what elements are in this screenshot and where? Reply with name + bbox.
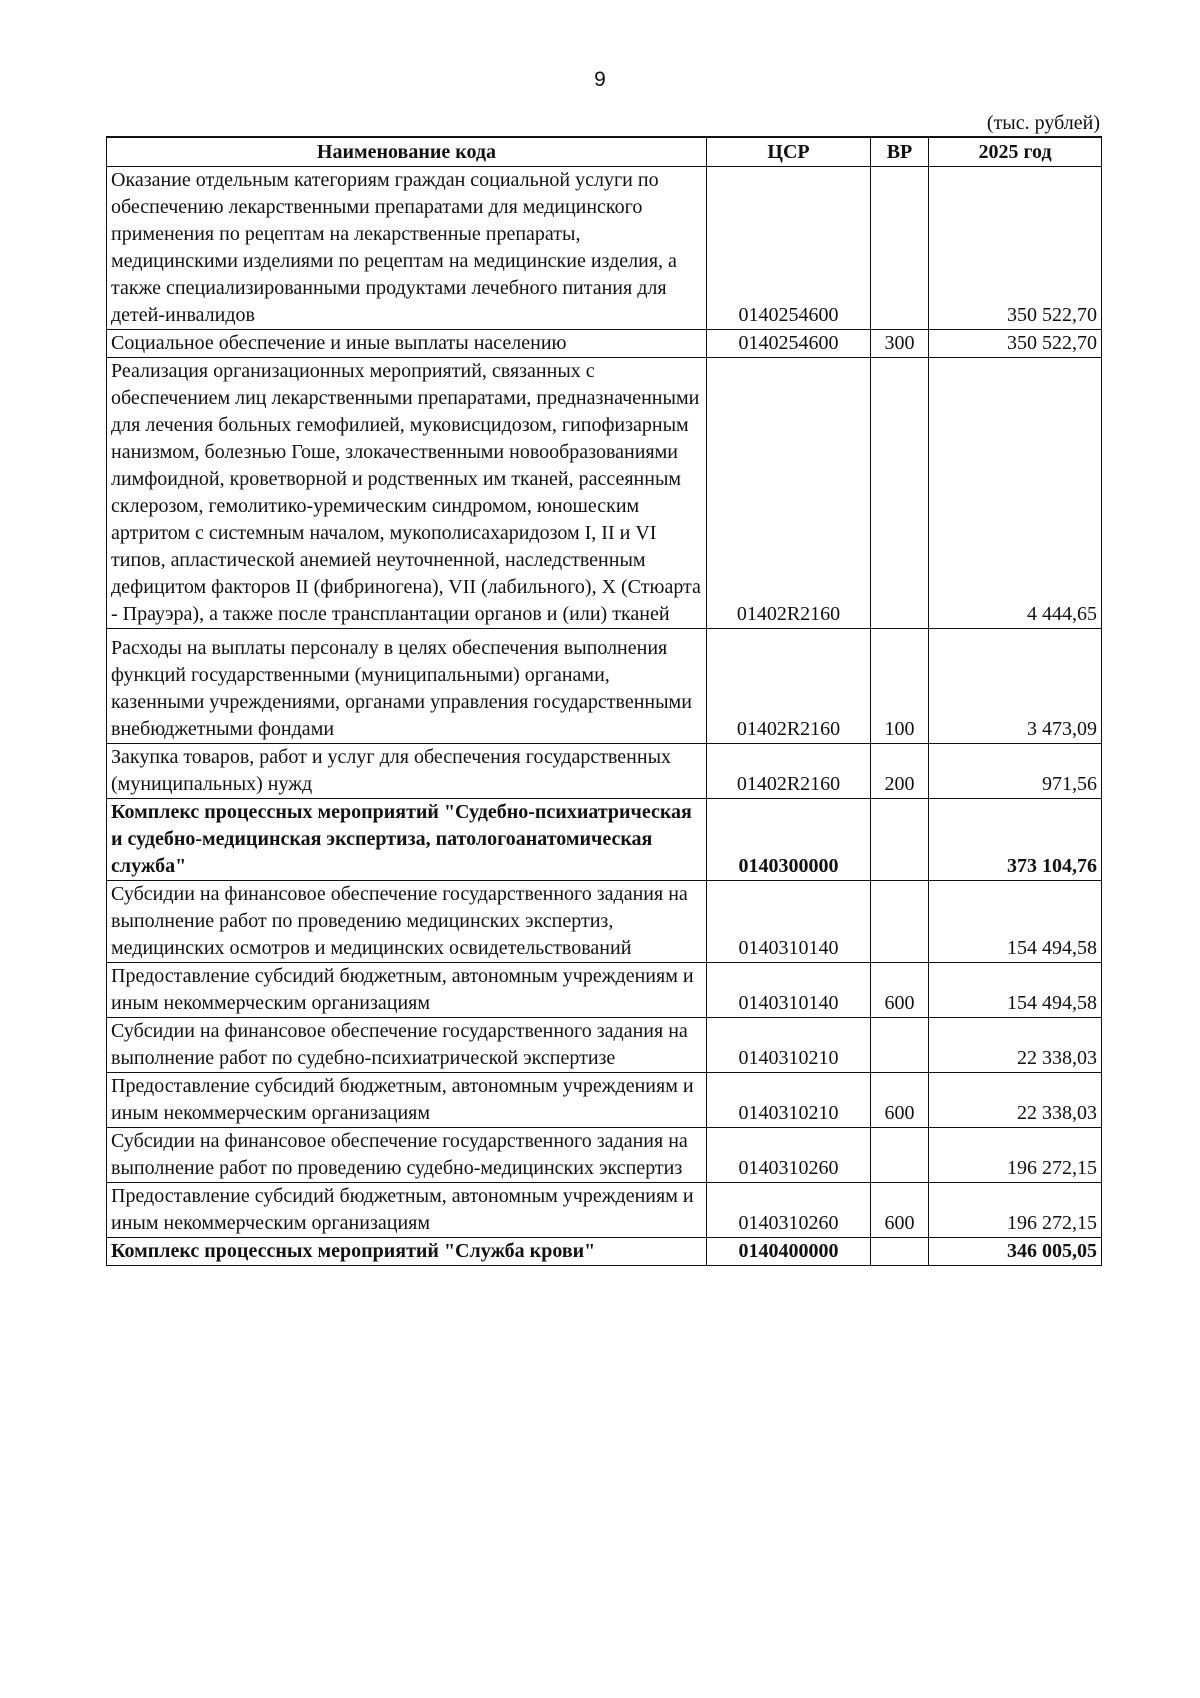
row-name: Предоставление субсидий бюджетным, автономным учреждениям и иным некоммерческим организациям (107, 963, 707, 1018)
row-name: Комплекс процессных мероприятий "Служба крови" (107, 1238, 707, 1266)
table-row (107, 1128, 1102, 1183)
row-vr: 300 (871, 330, 929, 358)
row-amount: 154 494,58 (929, 963, 1102, 1018)
row-name: Предоставление субсидий бюджетным, автономным учреждениям и иным некоммерческим организациям (107, 1073, 707, 1128)
row-amount: 3 473,09 (929, 629, 1102, 744)
row-vr: 600 (871, 1073, 929, 1128)
row-vr (871, 1128, 929, 1183)
header-name: Наименование кода (107, 137, 707, 167)
row-vr: 100 (871, 629, 929, 744)
row-amount: 196 272,15 (929, 1183, 1102, 1238)
row-csr: 0140400000 (707, 1238, 871, 1266)
table-row (107, 1183, 1102, 1238)
row-amount: 350 522,70 (929, 167, 1102, 330)
row-csr: 0140300000 (707, 799, 871, 881)
row-vr: 600 (871, 1183, 929, 1238)
row-amount: 971,56 (929, 744, 1102, 799)
row-name: Субсидии на финансовое обеспечение государственного задания на выполнение работ по проведению судебно-медицинских экспертиз (107, 1128, 707, 1183)
row-name: Комплекс процессных мероприятий "Судебно-психиатрическая и судебно-медицинская экспертиза, патологоанатомическая служба" (107, 799, 707, 881)
table-row (107, 167, 1102, 330)
row-vr (871, 881, 929, 963)
row-amount: 22 338,03 (929, 1073, 1102, 1128)
row-csr: 01402R2160 (707, 629, 871, 744)
row-vr (871, 1018, 929, 1073)
units-label: (тыс. рублей) (986, 112, 1100, 134)
table-row (107, 963, 1102, 1018)
table-header-row (107, 137, 1102, 167)
row-name: Оказание отдельным категориям граждан социальной услуги по обеспечению лекарственными препаратами для медицинского применения по рецептам на лекарственные препараты, медицинскими изделиями по рецептам на медицинские изделия, а также специализированными продуктами лечебного питания для детей-инвалидов (107, 167, 707, 330)
budget-table (106, 136, 1102, 1266)
row-csr: 0140310260 (707, 1183, 871, 1238)
header-csr: ЦСР (707, 137, 871, 167)
table-row (107, 629, 1102, 744)
row-amount: 22 338,03 (929, 1018, 1102, 1073)
table-row (107, 881, 1102, 963)
table-row (107, 358, 1102, 629)
row-amount: 196 272,15 (929, 1128, 1102, 1183)
row-csr: 0140254600 (707, 167, 871, 330)
row-csr: 01402R2160 (707, 358, 871, 629)
row-vr (871, 167, 929, 330)
row-name: Реализация организационных мероприятий, связанных с обеспечением лиц лекарственными препаратами, предназначенными для лечения больных гемофилией, муковисцидозом, гипофизарным нанизмом, болезнью Гоше, злокачественными новообразованиями лимфоидной, кроветворной и родственных им тканей, рассеянным склерозом, гемолитико-уремическим синдромом, юношеским артритом с системным началом, мукополисахаридозом I, II и VI типов, апластической анемией неуточненной, наследственным дефицитом факторов II (фибриногена), VII (лабильного), X (Стюарта - Прауэра), а также после трансплантации органов и (или) тканей (107, 358, 707, 629)
table-row-section (107, 1238, 1102, 1266)
row-name: Расходы на выплаты персоналу в целях обеспечения выполнения функций государственными (муниципальными) органами, казенными учреждениями, органами управления государственными внебюджетными фондами (107, 629, 707, 744)
row-csr: 0140310210 (707, 1018, 871, 1073)
table-row-section (107, 799, 1102, 881)
table-row (107, 744, 1102, 799)
row-name: Субсидии на финансовое обеспечение государственного задания на выполнение работ по проведению медицинских экспертиз, медицинских осмотров и медицинских освидетельствований (107, 881, 707, 963)
row-vr (871, 799, 929, 881)
row-name: Предоставление субсидий бюджетным, автономным учреждениям и иным некоммерческим организациям (107, 1183, 707, 1238)
header-vr: ВР (871, 137, 929, 167)
row-csr: 0140310140 (707, 881, 871, 963)
table-row (107, 1073, 1102, 1128)
row-csr: 0140310210 (707, 1073, 871, 1128)
row-csr: 0140310140 (707, 963, 871, 1018)
row-amount: 154 494,58 (929, 881, 1102, 963)
row-amount: 346 005,05 (929, 1238, 1102, 1266)
row-name: Социальное обеспечение и иные выплаты населению (107, 330, 707, 358)
row-vr: 600 (871, 963, 929, 1018)
row-csr: 01402R2160 (707, 744, 871, 799)
header-year: 2025 год (929, 137, 1102, 167)
page-number: 9 (594, 68, 606, 91)
row-name: Закупка товаров, работ и услуг для обеспечения государственных (муниципальных) нужд (107, 744, 707, 799)
row-amount: 350 522,70 (929, 330, 1102, 358)
row-vr (871, 358, 929, 629)
table-row (107, 1018, 1102, 1073)
row-vr: 200 (871, 744, 929, 799)
row-name: Субсидии на финансовое обеспечение государственного задания на выполнение работ по судебно-психиатрической экспертизе (107, 1018, 707, 1073)
row-vr (871, 1238, 929, 1266)
table-row (107, 330, 1102, 358)
row-csr: 0140254600 (707, 330, 871, 358)
row-csr: 0140310260 (707, 1128, 871, 1183)
row-amount: 4 444,65 (929, 358, 1102, 629)
row-amount: 373 104,76 (929, 799, 1102, 881)
